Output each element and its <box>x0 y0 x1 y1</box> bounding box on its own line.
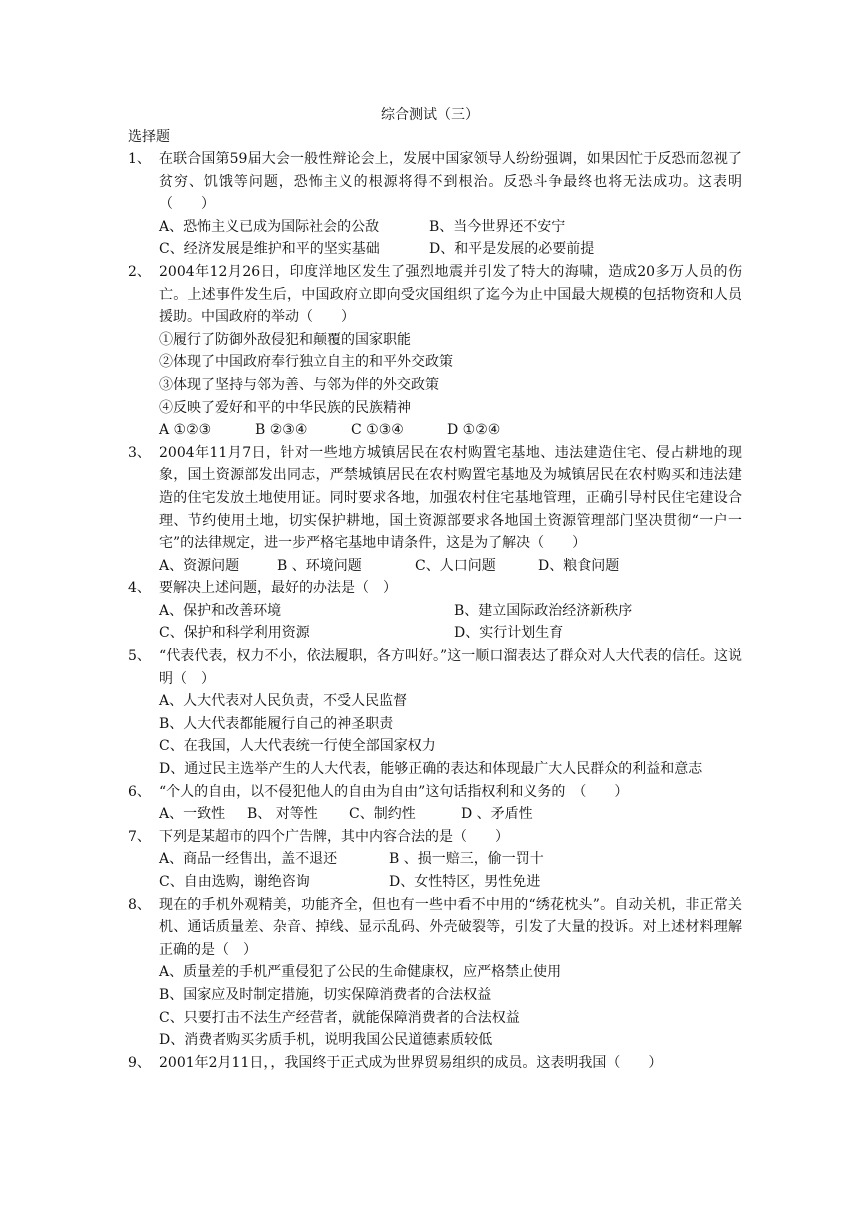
question-2 <box>128 261 742 442</box>
question-3 <box>128 442 742 578</box>
question-8 <box>128 894 742 1052</box>
option-c: C ①③④ <box>351 422 404 439</box>
option-row <box>159 555 742 578</box>
option-c: C、在我国，人大代表统一行使全部国家权力 <box>159 738 436 755</box>
section-heading: 选择题 <box>128 129 170 145</box>
question-number: 2、 <box>128 263 151 280</box>
option-a: A、人大代表对人民负责，不受人民监督 <box>159 693 408 710</box>
question-text: 2004年11月7日，针对一些地方城镇居民在农村购置宅基地、违法建造住宅、侵占耕地的现象，国土资源部发出同志，严禁城镇居民在农村购置宅基地及为城镇居民在农村购买和违法建造的住宅发放土地使用证。同时要求各地，加强农村住宅基地管理，正确引导村民住宅建设合理、节约使用土地，切实保护耕地，国土资源部要求各地国土资源管理部门坚决贯彻“一户一宅”的法律规定，进一步严格宅基地申请条件，这是为了解决（ ） <box>159 444 742 552</box>
question-text: 2001年2月11日，，我国终于正式成为世界贸易组织的成员。这表明我国（ ） <box>159 1054 663 1071</box>
option-a: A、一致性 <box>159 806 226 823</box>
option-b: B ②③④ <box>255 422 308 439</box>
statement-2: ②体现了中国政府奉行独立自主的和平外交政策 <box>159 354 453 371</box>
question-6 <box>128 781 742 826</box>
question-number: 4、 <box>128 580 151 597</box>
question-text: “代表代表，权力不小，依法履职，各方叫好。”这一顺口溜表达了群众对人大代表的信任。这说明（ ） <box>159 648 742 687</box>
question-text: “个人的自由，以不侵犯他人的自由为自由”这句话指权利和义务的 （ ） <box>159 783 629 800</box>
option-row <box>159 871 742 894</box>
option-row <box>159 238 742 261</box>
question-9 <box>128 1052 742 1075</box>
option-c: C、保护和科学利用资源 <box>159 625 310 642</box>
page-title: 综合测试（三） <box>381 107 479 123</box>
option-b: B 、损一赔三，偷一罚十 <box>389 851 544 868</box>
statement-4: ④反映了爱好和平的中华民族的民族精神 <box>159 399 411 416</box>
option-d: D、粮食问题 <box>538 557 620 574</box>
option-c: C、制约性 <box>349 806 416 823</box>
question-text: 在联合国第59届大会一般性辩论会上，发展中国家领导人纷纷强调，如果因忙于反恐而忽视了贫穷、饥饿等问题，恐怖主义的根源将得不到根治。反恐斗争最终也将无法成功。这表明（ ） <box>159 151 742 213</box>
question-1 <box>128 148 742 261</box>
question-text: 要解决上述问题，最好的办法是（ ） <box>159 580 397 597</box>
option-d: D、女性特区，男性免进 <box>389 874 541 890</box>
option-row <box>159 803 742 826</box>
option-c: C、只要打击不法生产经营者，就能保障消费者的合法权益 <box>159 1009 520 1026</box>
question-number: 8、 <box>128 896 151 913</box>
option-d: D、通过民主选举产生的人大代表，能够正确的表达和体现最广大人民群众的利益和意志 <box>159 761 703 778</box>
statement-1: ①履行了防御外敌侵犯和颠覆的国家职能 <box>159 331 411 348</box>
option-a: A、资源问题 <box>159 557 240 574</box>
question-list <box>128 148 742 1074</box>
option-d: D、消费者购买劣质手机，说明我国公民道德素质较低 <box>159 1032 493 1049</box>
option-row <box>159 600 742 623</box>
option-d: D、和平是发展的必要前提 <box>429 241 595 258</box>
option-d: D 、矛盾性 <box>461 806 533 823</box>
question-number: 9、 <box>128 1054 151 1071</box>
question-number: 3、 <box>128 444 151 461</box>
option-row <box>159 622 742 645</box>
question-4 <box>128 577 742 645</box>
question-text: 2004年12月26日，印度洋地区发生了强烈地震并引发了特大的海啸，造成20多万人员的伤亡。上述事件发生后，中国政府立即向受灾国组织了迄今为止中国最大规模的包括物资和人员援助。中国政府的举动（ ） <box>159 263 742 326</box>
question-number: 5、 <box>128 648 151 665</box>
question-number: 7、 <box>128 828 151 845</box>
question-5 <box>128 645 742 781</box>
option-a: A、商品一经售出，盖不退还 <box>159 851 338 868</box>
option-c: C、自由选购，谢绝咨询 <box>159 874 310 890</box>
statement-3: ③体现了坚持与邻为善、与邻为伴的外交政策 <box>159 376 439 393</box>
question-text: 下列是某超市的四个广告牌，其中内容合法的是（ ） <box>159 828 509 845</box>
option-b: B、国家应及时制定措施，切实保障消费者的合法权益 <box>159 986 492 1003</box>
option-row <box>159 419 742 442</box>
option-b: B、当今世界还不安宁 <box>429 218 566 235</box>
option-b: B、 对等性 <box>247 806 318 823</box>
option-c: C、经济发展是维护和平的坚实基础 <box>159 241 380 258</box>
option-a: A、恐怖主义已成为国际社会的公敌 <box>159 218 380 235</box>
option-row <box>159 216 742 239</box>
option-row <box>159 848 742 871</box>
question-text: 现在的手机外观精美，功能齐全，但也有一些中看不中用的“绣花枕头”。自动关机，非正常关机、通话质量差、杂音、掉线、显示乱码、外壳破裂等，引发了大量的投诉。对上述材料理解正确的是（ ） <box>159 896 742 958</box>
option-d: D ①②④ <box>447 422 501 439</box>
question-number: 6、 <box>128 783 151 800</box>
option-a: A、质量差的手机严重侵犯了公民的生命健康权，应严格禁止使用 <box>159 964 562 981</box>
option-a: A ①②③ <box>159 422 212 439</box>
option-b: B、建立国际政治经济新秩序 <box>454 602 633 619</box>
option-b: B、人大代表都能履行自己的神圣职责 <box>159 715 394 732</box>
option-d: D、实行计划生育 <box>454 625 564 642</box>
option-c: C、人口问题 <box>415 557 496 574</box>
option-a: A、保护和改善环境 <box>159 602 282 619</box>
question-7 <box>128 826 742 894</box>
option-b: B 、环境问题 <box>277 557 362 574</box>
question-number: 1、 <box>128 151 151 167</box>
